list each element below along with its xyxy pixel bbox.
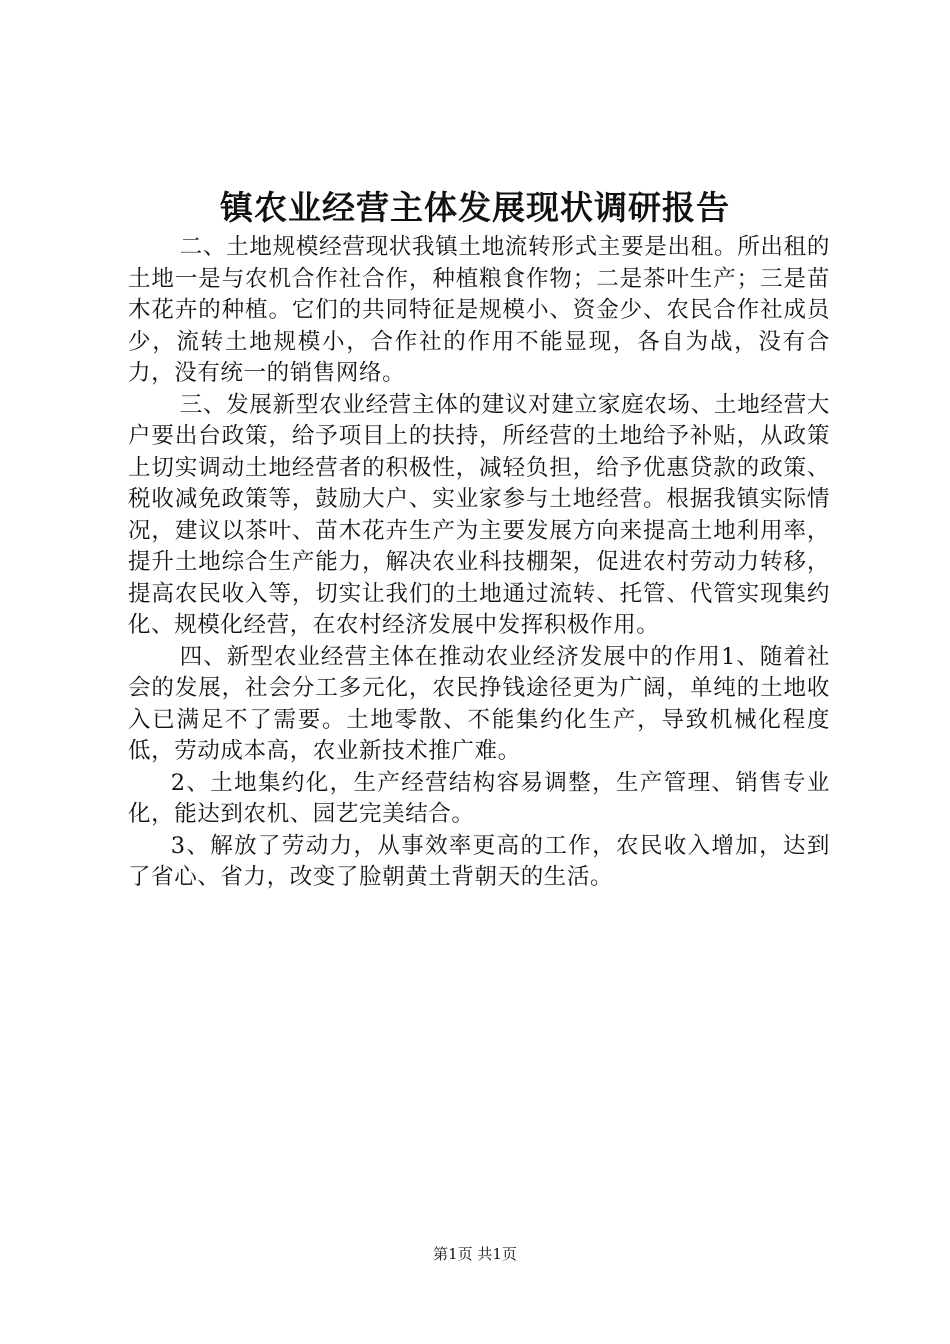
page-number-footer: 第1页 共1页 [433,1245,517,1263]
document-body [128,232,830,894]
paragraph-land-scale-status: 二、土地规模经营现状我镇土地流转形式主要是出租。所出租的土地一是与农机合作社合作，种植粮食作物；二是茶叶生产；三是苗木花卉的种植。它们的共同特征是规模小、资金少、农民合作社成员少，流转土地规模小，合作社的作用不能显现，各自为战，没有合力，没有统一的销售网络。 [128,234,830,386]
paragraph-role-of-new-entities: 四、新型农业经营主体在推动农业经济发展中的作用1、随着社会的发展，社会分工多元化，农民挣钱途径更为广阔，单纯的土地收入已满足不了需要。土地零散、不能集约化生产，导致机械化程度低，劳动成本高，农业新技术推广难。 [128,643,830,764]
paragraph-point-3: 3、解放了劳动力，从事效率更高的工作，农民收入增加，达到了省心、省力，改变了脸朝黄土背朝天的生活。 [128,832,830,890]
document-title: 镇农业经营主体发展现状调研报告 [220,188,730,227]
paragraph-development-suggestions: 三、发展新型农业经营主体的建议对建立家庭农场、土地经营大户要出台政策，给予项目上的扶持，所经营的土地给予补贴，从政策上切实调动土地经营者的积极性，减轻负担，给予优惠贷款的政策、税收减免政策等，鼓励大户、实业家参与土地经营。根据我镇实际情况，建议以茶叶、苗木花卉生产为主要发展方向来提高土地利用率，提升土地综合生产能力，解决农业科技棚架，促进农村劳动力转移，提高农民收入等，切实让我们的土地通过流转、托管、代管实现集约化、规模化经营，在农村经济发展中发挥积极作用。 [128,391,830,638]
paragraph-point-2: 2、土地集约化，生产经营结构容易调整，生产管理、销售专业化，能达到农机、园艺完美结合。 [128,769,830,827]
